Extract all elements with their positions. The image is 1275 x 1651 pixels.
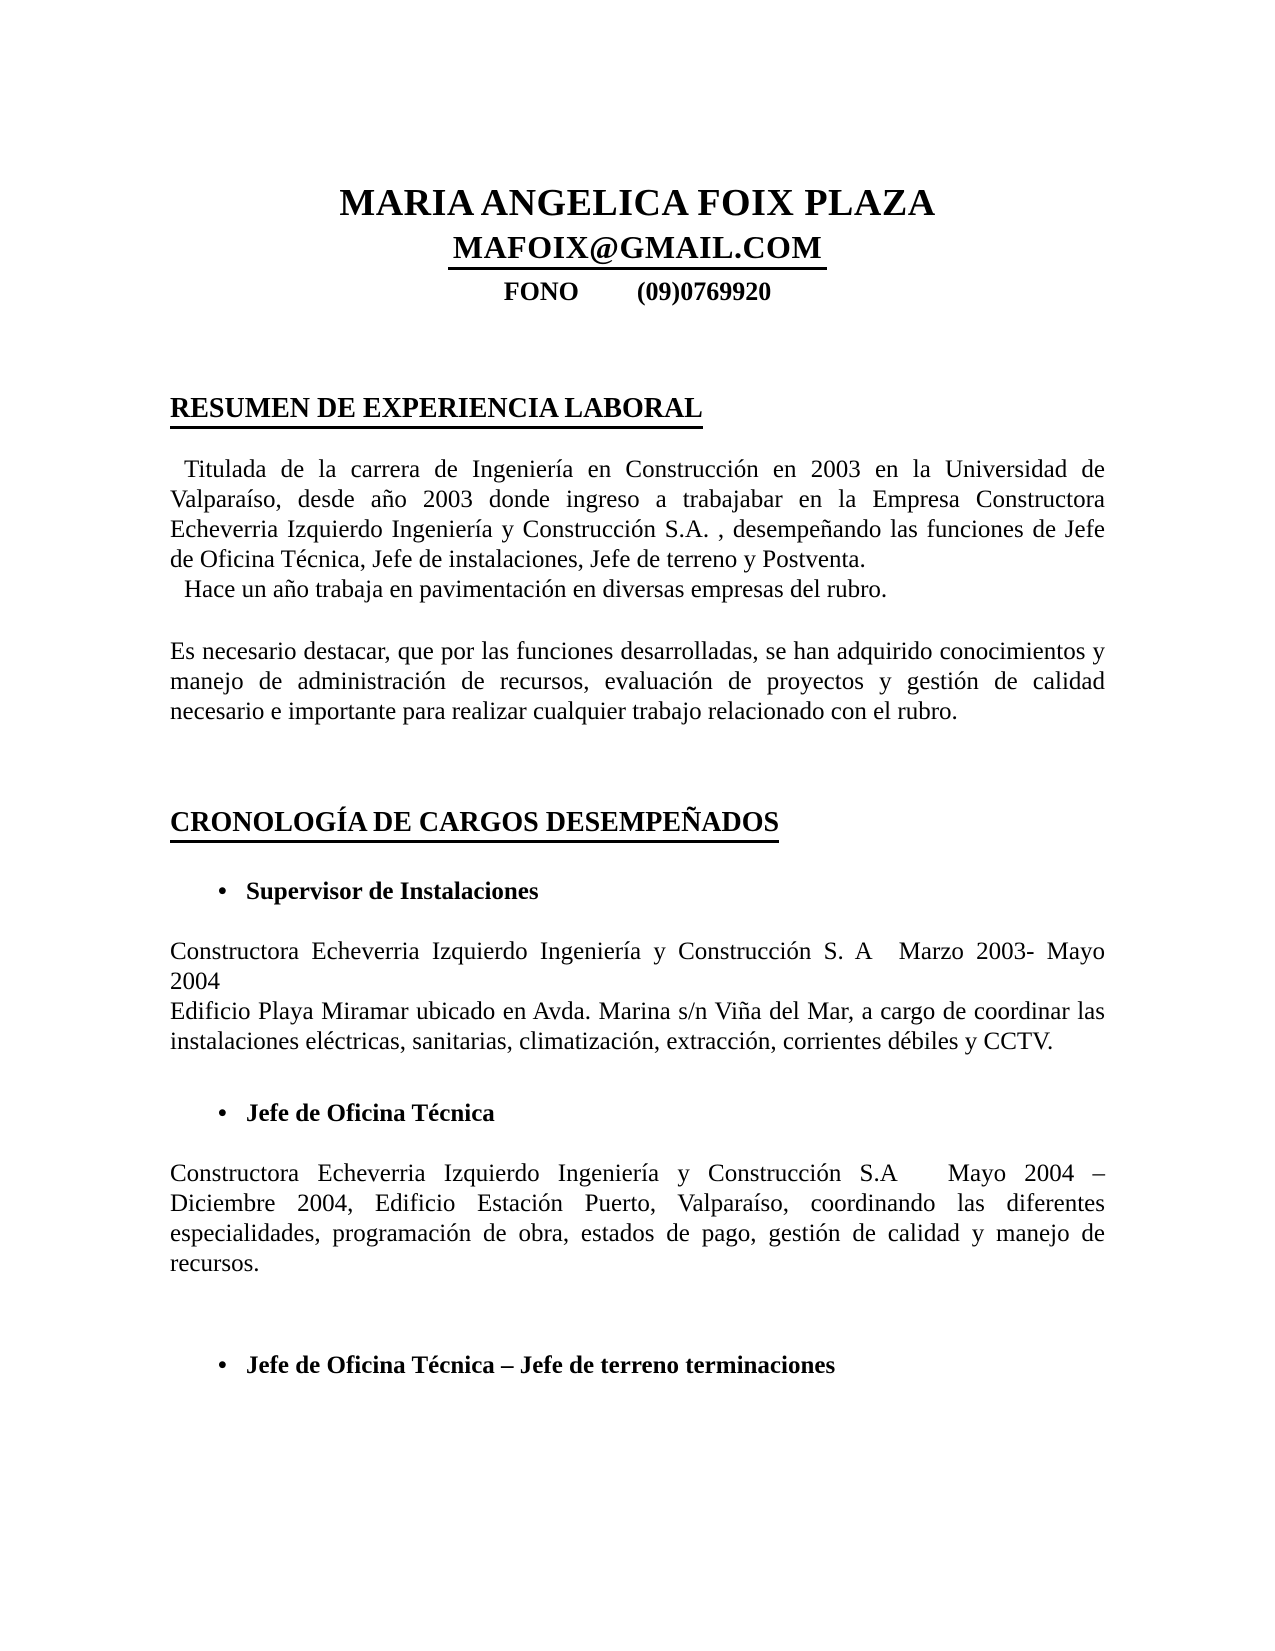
job-entry-company-dates <box>170 1159 1105 1279</box>
job-title-bullet-supervisor <box>170 877 1105 907</box>
job-entry-dates: Marzo 2003- Mayo 2004 <box>170 938 1105 995</box>
bullet-icon: • <box>218 1352 227 1379</box>
person-name: MARIA ANGELICA FOIX PLAZA <box>339 182 936 224</box>
job-entry-detail: Edificio Playa Miramar ubicado en Avda. Marina s/n Viña del Mar, a cargo de coordinar las instalaciones eléctricas, sanitarias, climatización, extracción, corrientes débiles y CCTV. <box>170 998 1105 1055</box>
section-cronologia-heading <box>170 807 1105 839</box>
job-entry-company: Constructora Echeverria Izquierdo Ingeniería y Construcción S.A <box>170 1160 898 1187</box>
phone-label: FONO <box>503 277 579 306</box>
section-resumen-heading <box>170 393 1105 425</box>
section-cronologia-heading-text: CRONOLOGÍA DE CARGOS DESEMPEÑADOS <box>170 807 779 843</box>
job-entry-detail: Mayo 2004 – Diciembre 2004, Edificio Estación Puerto, Valparaíso, coordinando las diferentes especialidades, programación de obra, estados de pago, gestión de calidad y manejo de recursos. <box>170 1160 1106 1277</box>
document-header <box>170 182 1105 307</box>
phone-line <box>170 277 1105 307</box>
job-title-bullet-oficina-tecnica <box>170 1099 1105 1129</box>
email-row <box>170 228 1105 273</box>
job-entry-company-dates <box>170 937 1105 997</box>
job-title-text: Jefe de Oficina Técnica <box>246 1100 495 1127</box>
summary-paragraph-2: Hace un año trabaja en pavimentación en diversas empresas del rubro. <box>184 576 888 603</box>
bullet-icon: • <box>218 878 227 905</box>
summary-paragraph-3: Es necesario destacar, que por las funciones desarrolladas, se han adquirido conocimientos y manejo de administración de recursos, evaluación de proyectos y gestión de calidad necesario e importante para realizar cualquier trabajo relacionado con el rubro. <box>170 638 1105 725</box>
job-title-bullet-terreno-terminaciones <box>170 1351 1105 1381</box>
email-link[interactable]: MAFOIX@GMAIL.COM <box>448 228 827 270</box>
job-entry-company: Constructora Echeverria Izquierdo Ingeniería y Construcción S. A <box>170 938 873 965</box>
job-title-text: Supervisor de Instalaciones <box>246 878 539 905</box>
phone-number: (09)0769920 <box>636 277 772 306</box>
job-title-text: Jefe de Oficina Técnica – Jefe de terreno terminaciones <box>246 1352 836 1379</box>
section-resumen-heading-text: RESUMEN DE EXPERIENCIA LABORAL <box>170 393 703 429</box>
bullet-icon: • <box>218 1100 227 1127</box>
summary-paragraph-1: Titulada de la carrera de Ingeniería en Construcción en 2003 en la Universidad de Valparaíso, desde año 2003 donde ingreso a trabajabar en la Empresa Constructora Echeverria Izquierdo Ingeniería y Construcción S.A. , desempeñando las funciones de Jefe de Oficina Técnica, Jefe de instalaciones, Jefe de terreno y Postventa. <box>170 456 1105 573</box>
